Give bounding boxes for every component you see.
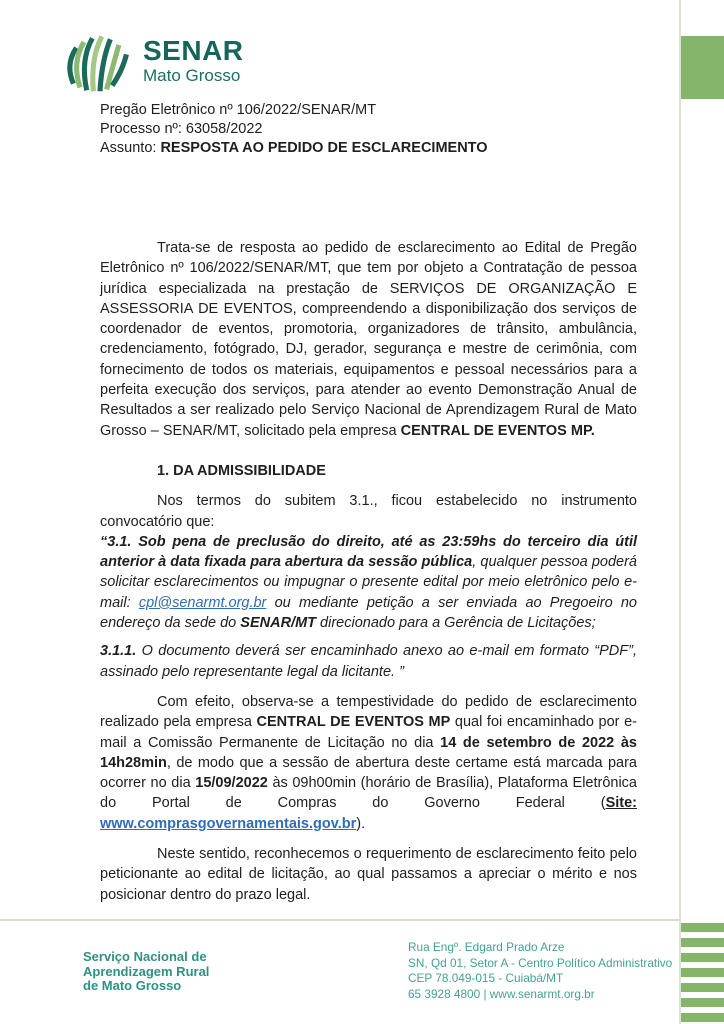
header-assunto-line: [100, 139, 640, 158]
email-link[interactable]: cpl@senarmt.org.br: [138, 594, 267, 611]
footer-org-line: Aprendizagem Rural: [83, 963, 210, 979]
logo-brand: SENAR: [143, 35, 244, 66]
quote-3-1-1-tail: O documento deverá ser encaminhado anexo ao e-mail em formato “PDF”, assinado pelo representante legal da licitante. ”: [100, 643, 637, 680]
site-label: Site:: [605, 795, 637, 812]
document-body: [100, 238, 637, 905]
footer-org-line: Serviço Nacional de: [83, 949, 207, 964]
compras-gov-link[interactable]: www.comprasgovernamentais.gov.br: [100, 815, 357, 832]
footer-address-line: 65 3928 4800 | www.senarmt.org.br: [408, 986, 595, 1001]
p3-text-3: , de modo que a sessão de abertura deste certame está marcada para ocorrer no dia: [100, 754, 637, 792]
footer-address-line: SN, Qd 01, Setor A - Centro Político Administrativo: [408, 955, 673, 970]
logo-region: Mato Grosso: [143, 66, 241, 85]
p3-text-5: ).: [356, 815, 366, 832]
paragraph-nos-termos: Nos termos do subitem 3.1., ficou estabelecido no instrumento convocatório que:: [100, 493, 637, 530]
p3-company-bold: CENTRAL DE EVENTOS MP: [256, 714, 451, 731]
p3-text-1: Com efeito, observa-se a tempestividade do pedido de esclarecimento realizado pela empresa: [100, 693, 637, 731]
bottom-right-accent-stripes: [681, 923, 724, 1024]
quote-3-1-org: SENAR/MT: [240, 615, 317, 632]
senar-logo: [64, 28, 244, 94]
intro-text: Trata-se de resposta ao pedido de esclarecimento ao Edital de Pregão Eletrônico nº 106/2022/SENAR/MT, que tem por objeto a Contratação de pessoa jurídica especializada na prestação de SERVIÇOS DE ORGANIZAÇÃO E ASSESSORIA DE EVENTOS, compreendendo a disponibilização dos serviços de coordenador de eventos, promotoria, organizadores de trânsito, ambulância, credenciamento, fotógrado, DJ, gerador, segurança e mestre de cerimônia, com fornecimento de todos os materiais, equipamentos e pessoal necessários para a perfeita execução dos serviços, para atender ao evento Demonstração Anual de Resultados a ser realizado pelo Serviço Nacional de Aprendizagem Rural de Mato Grosso – SENAR/MT, solicitado pela empresa: [100, 240, 637, 439]
assunto-label: Assunto:: [100, 139, 161, 156]
footer-address-line: CEP 78.049-015 - Cuiabá/MT: [408, 971, 564, 985]
company-name-bold: CENTRAL DE EVENTOS MP.: [400, 422, 595, 439]
p3-text-2: qual foi encaminhado por e-mail a Comissão Permanente de Licitação no dia: [100, 714, 637, 751]
footer-address: [408, 940, 672, 1002]
right-margin-rule: [679, 0, 681, 1024]
footer-org-line: de Mato Grosso: [83, 978, 182, 993]
quote-subitem-3-1: [100, 532, 637, 633]
assunto-value: RESPOSTA AO PEDIDO DE ESCLARECIMENTO: [160, 139, 488, 156]
header-pregao-line: Pregão Eletrônico nº 106/2022/SENAR/MT: [100, 102, 377, 118]
section-heading-admissibilidade: 1. DA ADMISSIBILIDADE: [157, 462, 326, 479]
paragraph-tempestividade: [100, 692, 637, 834]
quote-3-1-mid2: ou mediante petição a ser enviada ao Pregoeiro no endereço da sede do: [100, 594, 637, 632]
footer-divider: [0, 919, 681, 921]
wheat-sheaf-icon: [64, 28, 134, 94]
p3-text-4: às 09h00min (horário de Brasília), Plataforma Eletrônica do Portal de Compras do Governo Federal (: [100, 775, 637, 812]
p3-date-bold: 14 de setembro de 2022 às 14h28min: [100, 734, 637, 771]
footer-org-name: [83, 950, 209, 994]
quote-3-1-1-lead: 3.1.1.: [100, 643, 137, 660]
quote-3-1-lead: “3.1. Sob pena de preclusão do direito, até as 23:59hs do terceiro dia útil anterior à data fixada para abertura da sessão pública: [100, 533, 637, 571]
paragraph-intro: [100, 238, 637, 441]
quote-3-1-mid1: , qualquer pessoa poderá solicitar esclarecimentos ou impugnar o presente edital por meio eletrônico pelo e-mail:: [100, 554, 637, 611]
quote-subitem-3-1-1: [100, 641, 637, 682]
footer-address-line: Rua Engº. Edgard Prado Arze: [408, 940, 565, 954]
quote-3-1-tail: direcionado para a Gerência de Licitações;: [316, 615, 596, 632]
top-right-accent-block: [681, 36, 724, 99]
document-header: [100, 101, 640, 157]
p3-session-date-bold: 15/09/2022: [195, 775, 268, 792]
logo-wordmark: [143, 28, 244, 86]
header-processo-line: Processo nº: 63058/2022: [100, 120, 263, 137]
paragraph-neste-sentido: Neste sentido, reconhecemos o requerimento de esclarecimento feito pelo peticionante ao edital de licitação, ao qual passamos a apreciar o mérito e nos posicionar dentro do prazo legal.: [100, 846, 637, 903]
